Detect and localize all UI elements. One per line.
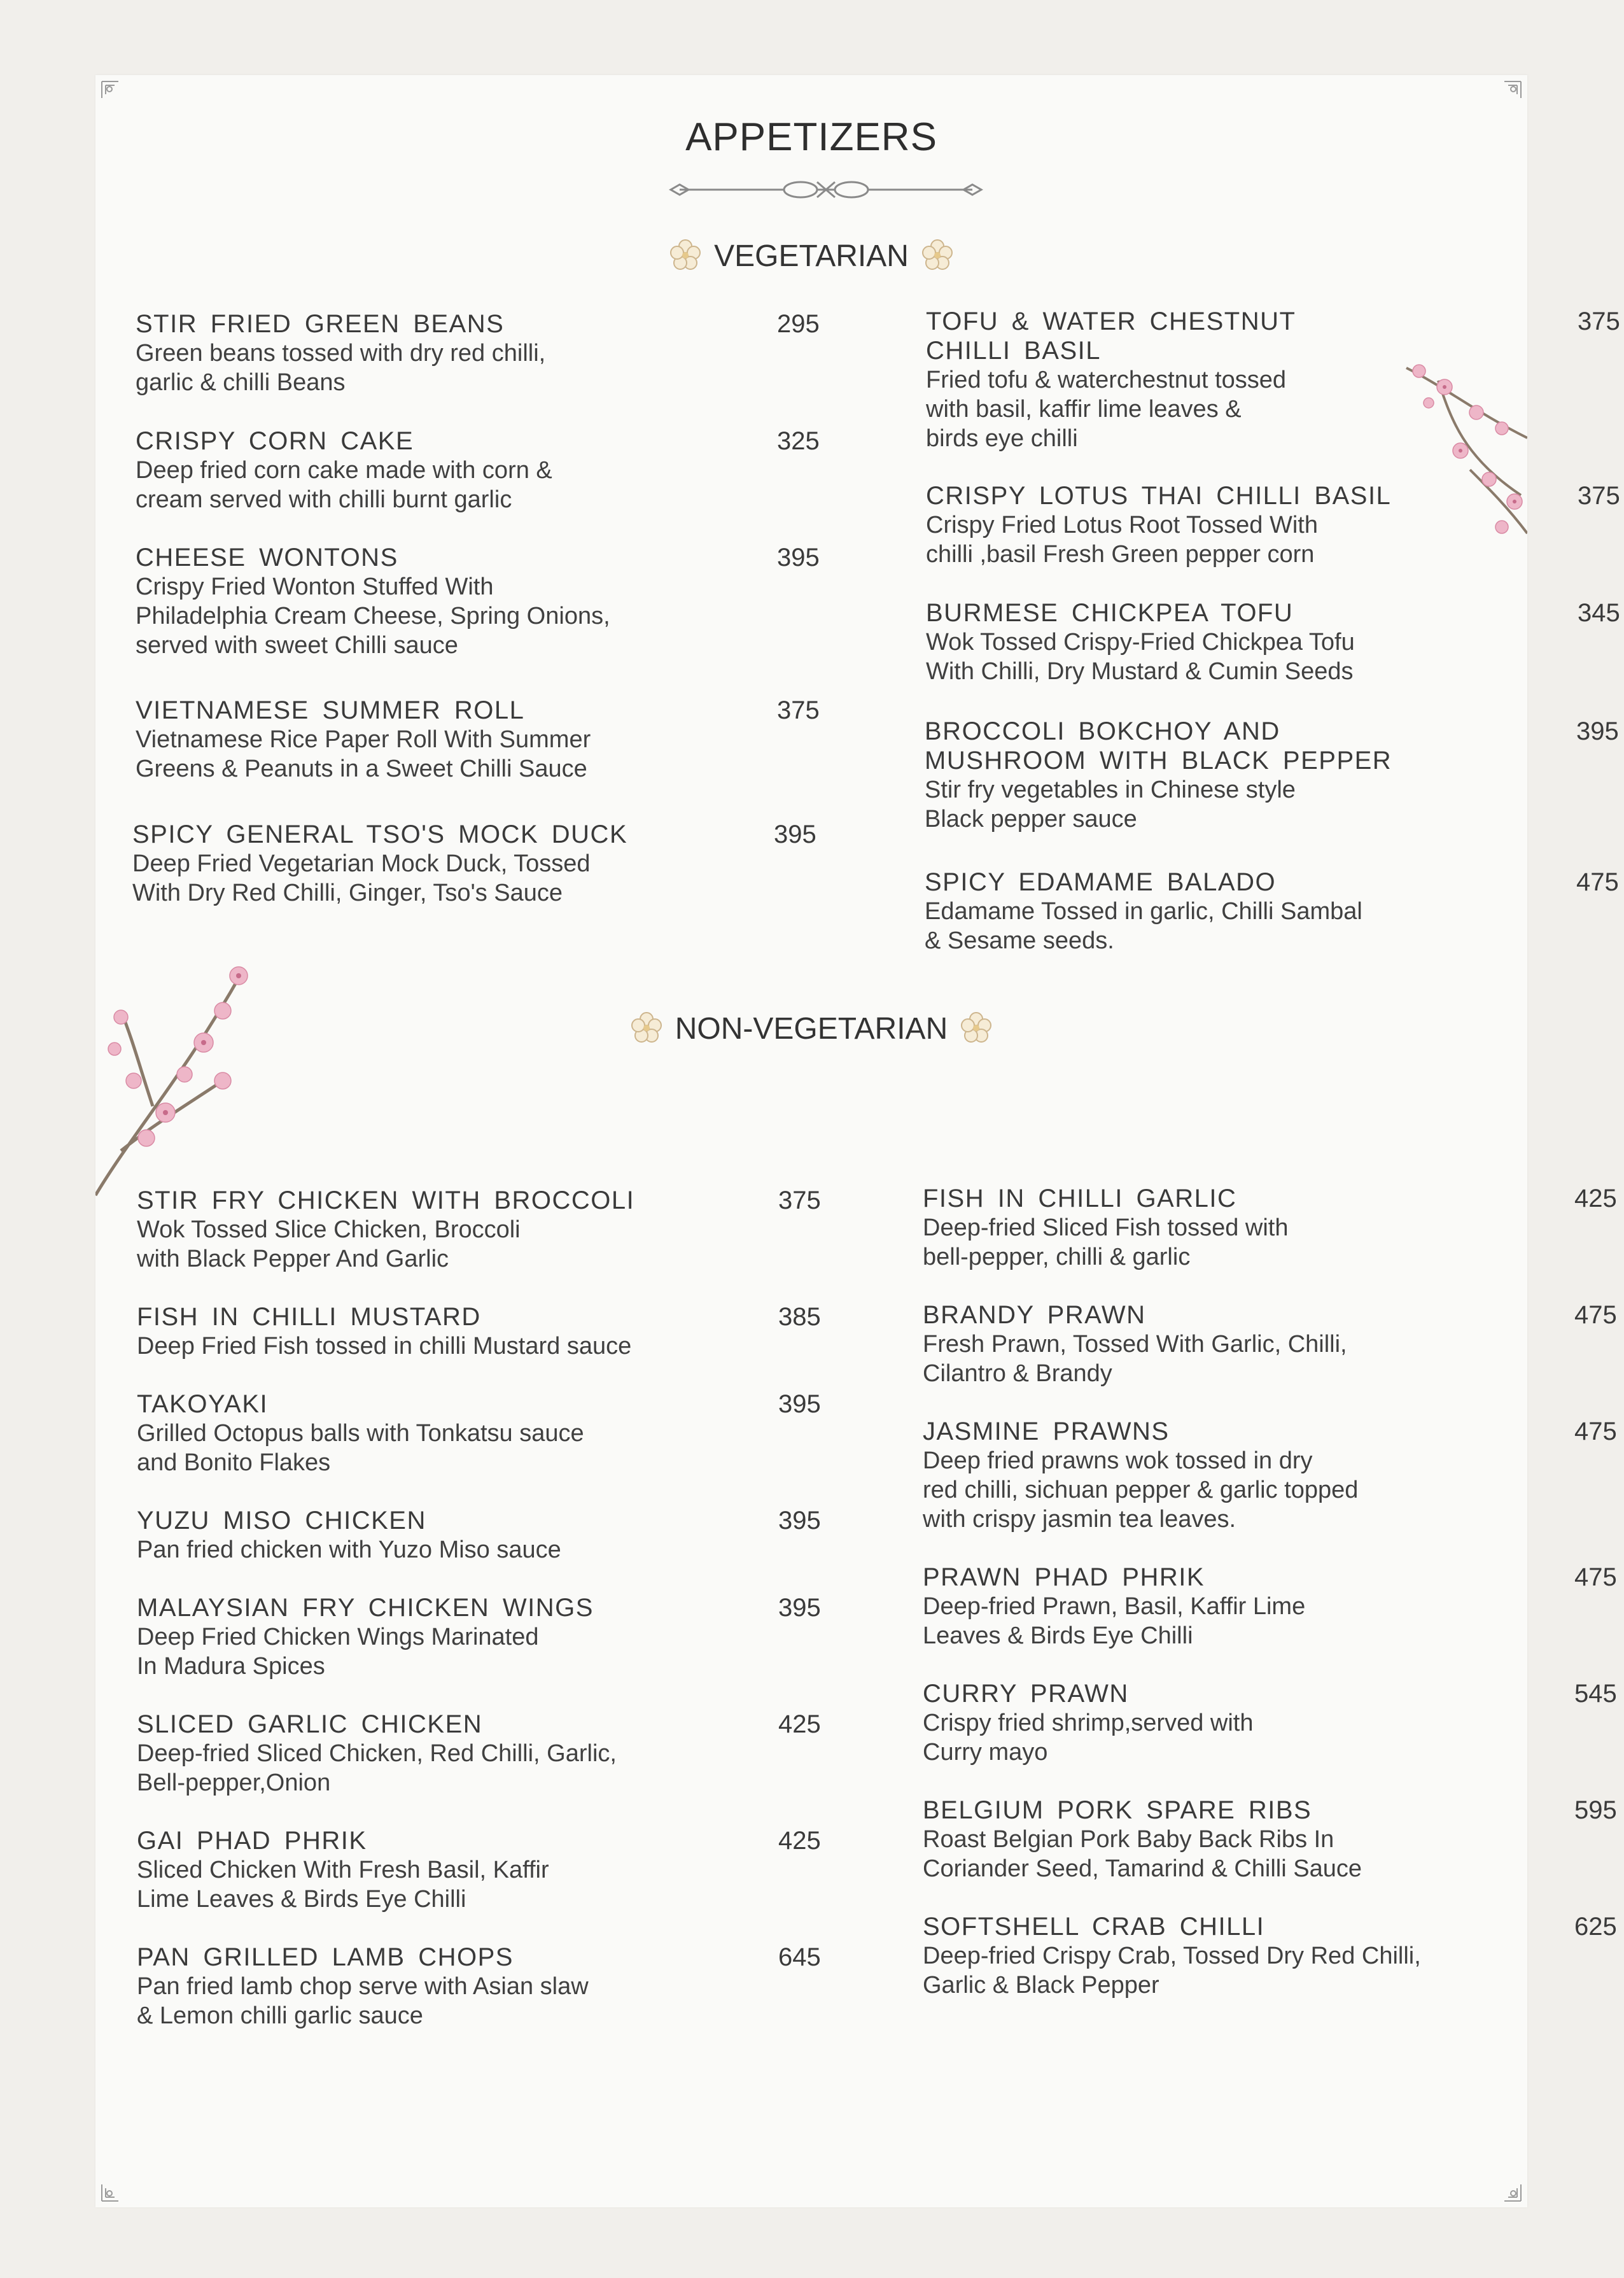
item-name: TOFU & WATER CHESTNUT: [926, 307, 1296, 335]
cherry-blossom-branch-icon: [95, 922, 261, 1202]
menu-item: [923, 1417, 1623, 1534]
item-description: Fresh Prawn, Tossed With Garlic, Chilli, Cilantro & Brandy: [923, 1331, 1347, 1387]
item-name: CHEESE WONTONS: [136, 544, 398, 572]
item-price: 295: [777, 310, 820, 338]
item-name: SLICED GARLIC CHICKEN: [137, 1710, 483, 1738]
item-description: Deep fried corn cake made with corn & cream served with chilli burnt garlic: [136, 457, 552, 513]
item-price: 425: [778, 1827, 821, 1855]
menu-item: [137, 1186, 837, 1274]
item-price: 325: [777, 427, 820, 455]
flower-icon: [629, 1011, 664, 1045]
item-price: 345: [1578, 599, 1620, 627]
menu-item: [136, 426, 836, 514]
item-price: 395: [778, 1507, 821, 1535]
section-heading-label: NON-VEGETARIAN: [675, 1012, 948, 1046]
item-name: CURRY PRAWN: [923, 1680, 1129, 1708]
item-description: Green beans tossed with dry red chilli, garlic & chilli Beans: [136, 340, 546, 396]
item-name: BROCCOLI BOKCHOY AND: [925, 717, 1280, 745]
item-description: Wok Tossed Slice Chicken, Broccoli with Black Pepper And Garlic: [137, 1216, 521, 1272]
item-name: BELGIUM PORK SPARE RIBS: [923, 1796, 1312, 1824]
item-name: SPICY EDAMAME BALADO: [925, 868, 1277, 896]
corner-ornament-icon: [99, 79, 129, 108]
item-price: 425: [778, 1710, 821, 1738]
menu-item: [926, 598, 1624, 686]
item-description: Fried tofu & waterchestnut tossed with basil, kaffir lime leaves & birds eye chilli: [926, 367, 1287, 452]
item-price: 475: [1574, 1563, 1617, 1591]
item-name: CRISPY LOTUS THAI CHILLI BASIL: [926, 482, 1392, 510]
item-name: FISH IN CHILLI MUSTARD: [137, 1303, 481, 1331]
item-name: MALAYSIAN FRY CHICKEN WINGS: [137, 1594, 594, 1622]
item-description: Edamame Tossed in garlic, Chilli Sambal & Sesame seeds.: [925, 898, 1362, 954]
menu-item: [137, 1389, 837, 1477]
item-description: Roast Belgian Pork Baby Back Ribs In Coriander Seed, Tamarind & Chilli Sauce: [923, 1826, 1362, 1882]
item-name: JASMINE PRAWNS: [923, 1417, 1170, 1445]
menu-item: [132, 820, 832, 908]
menu-item: [137, 1826, 837, 1914]
menu-item: [925, 717, 1624, 834]
item-price: 625: [1574, 1913, 1617, 1941]
item-name: TAKOYAKI: [137, 1390, 269, 1418]
corner-ornament-icon: [1494, 2174, 1523, 2204]
item-name: GAI PHAD PHRIK: [137, 1827, 367, 1855]
item-name: STIR FRIED GREEN BEANS: [136, 310, 505, 338]
item-description: Grilled Octopus balls with Tonkatsu sauce and Bonito Flakes: [137, 1420, 584, 1476]
item-price: 395: [774, 820, 816, 848]
corner-ornament-icon: [1494, 79, 1523, 108]
item-price: 395: [1576, 717, 1619, 745]
flower-icon: [920, 238, 955, 272]
menu-item: [923, 1563, 1623, 1650]
menu-item: [137, 1593, 837, 1681]
item-price: 475: [1574, 1417, 1617, 1445]
menu-item: [137, 1506, 837, 1564]
menu-item: [136, 696, 836, 784]
item-price: 395: [778, 1594, 821, 1622]
item-description: Crispy fried shrimp,served with Curry mayo: [923, 1710, 1254, 1766]
item-description: Vietnamese Rice Paper Roll With Summer Greens & Peanuts in a Sweet Chilli Sauce: [136, 726, 591, 782]
menu-item: [137, 1943, 837, 2030]
item-description: Deep-fried Sliced Chicken, Red Chilli, Garlic, Bell-pepper,Onion: [137, 1740, 617, 1796]
menu-item: [923, 1300, 1623, 1388]
item-name: MUSHROOM WITH BLACK PEPPER: [925, 747, 1392, 775]
item-price: 475: [1576, 868, 1619, 896]
menu-item: [926, 481, 1624, 569]
item-description: Deep Fried Vegetarian Mock Duck, Tossed With Dry Red Chilli, Ginger, Tso's Sauce: [132, 850, 591, 906]
item-name: YUZU MISO CHICKEN: [137, 1507, 426, 1535]
menu-item: [137, 1710, 837, 1797]
menu-item: [926, 307, 1624, 453]
menu-item: [137, 1302, 837, 1361]
item-description: Pan fried chicken with Yuzo Miso sauce: [137, 1536, 561, 1563]
scroll-divider-icon: [667, 171, 985, 209]
item-name: PAN GRILLED LAMB CHOPS: [137, 1943, 514, 1971]
item-price: 375: [1578, 482, 1620, 510]
menu-item: [923, 1679, 1623, 1767]
item-name: VIETNAMESE SUMMER ROLL: [136, 696, 525, 724]
item-name: BURMESE CHICKPEA TOFU: [926, 599, 1294, 627]
item-description: Pan fried lamb chop serve with Asian slaw & Lemon chilli garlic sauce: [137, 1973, 589, 2029]
item-description: Crispy Fried Wonton Stuffed With Philadelphia Cream Cheese, Spring Onions, served with sweet Chilli sauce: [136, 573, 610, 659]
item-price: 395: [777, 544, 820, 572]
item-name: FISH IN CHILLI GARLIC: [923, 1185, 1237, 1213]
item-price: 475: [1574, 1301, 1617, 1329]
item-name: CHILLI BASIL: [926, 337, 1102, 365]
item-description: Deep fried prawns wok tossed in dry red chilli, sichuan pepper & garlic topped with crispy jasmin tea leaves.: [923, 1447, 1359, 1533]
item-name: SPICY GENERAL TSO'S MOCK DUCK: [132, 820, 628, 848]
item-price: 395: [778, 1390, 821, 1418]
section-heading-vegetarian: [95, 238, 1527, 274]
menu-item: [923, 1184, 1623, 1272]
menu-page: [95, 75, 1620, 2207]
item-price: 545: [1574, 1680, 1617, 1708]
item-description: Deep-fried Sliced Fish tossed with bell-pepper, chilli & garlic: [923, 1214, 1289, 1270]
item-name: CRISPY CORN CAKE: [136, 427, 414, 455]
item-price: 375: [778, 1186, 821, 1214]
item-name: BRANDY PRAWN: [923, 1301, 1146, 1329]
item-description: Deep Fried Fish tossed in chilli Mustard sauce: [137, 1333, 632, 1360]
corner-ornament-icon: [99, 2174, 129, 2204]
item-description: Stir fry vegetables in Chinese style Black pepper sauce: [925, 777, 1296, 833]
item-description: Deep-fried Crispy Crab, Tossed Dry Red Chilli, Garlic & Black Pepper: [923, 1943, 1421, 1999]
item-price: 645: [778, 1943, 821, 1971]
item-description: Deep-fried Prawn, Basil, Kaffir Lime Leaves & Birds Eye Chilli: [923, 1593, 1306, 1649]
page-title: APPETIZERS: [685, 115, 937, 159]
menu-item: [923, 1796, 1623, 1883]
item-price: 595: [1574, 1796, 1617, 1824]
section-heading-non-vegetarian: [95, 1011, 1527, 1046]
menu-item: [925, 868, 1624, 955]
menu-item: [923, 1912, 1623, 2000]
item-name: SOFTSHELL CRAB CHILLI: [923, 1913, 1265, 1941]
item-description: Wok Tossed Crispy-Fried Chickpea Tofu With Chilli, Dry Mustard & Cumin Seeds: [926, 629, 1355, 685]
menu-item: [136, 543, 836, 660]
item-name: STIR FRY CHICKEN WITH BROCCOLI: [137, 1186, 635, 1214]
flower-icon: [959, 1011, 993, 1045]
item-description: Sliced Chicken With Fresh Basil, Kaffir Lime Leaves & Birds Eye Chilli: [137, 1857, 549, 1913]
item-price: 375: [1578, 307, 1620, 335]
item-description: Deep Fried Chicken Wings Marinated In Madura Spices: [137, 1624, 539, 1680]
flower-icon: [668, 238, 703, 272]
item-price: 385: [778, 1303, 821, 1331]
item-description: Crispy Fried Lotus Root Tossed With chilli ,basil Fresh Green pepper corn: [926, 512, 1318, 568]
menu-item: [136, 309, 836, 397]
item-price: 375: [777, 696, 820, 724]
item-name: PRAWN PHAD PHRIK: [923, 1563, 1205, 1591]
item-price: 425: [1574, 1185, 1617, 1213]
section-heading-label: VEGETARIAN: [714, 239, 909, 273]
